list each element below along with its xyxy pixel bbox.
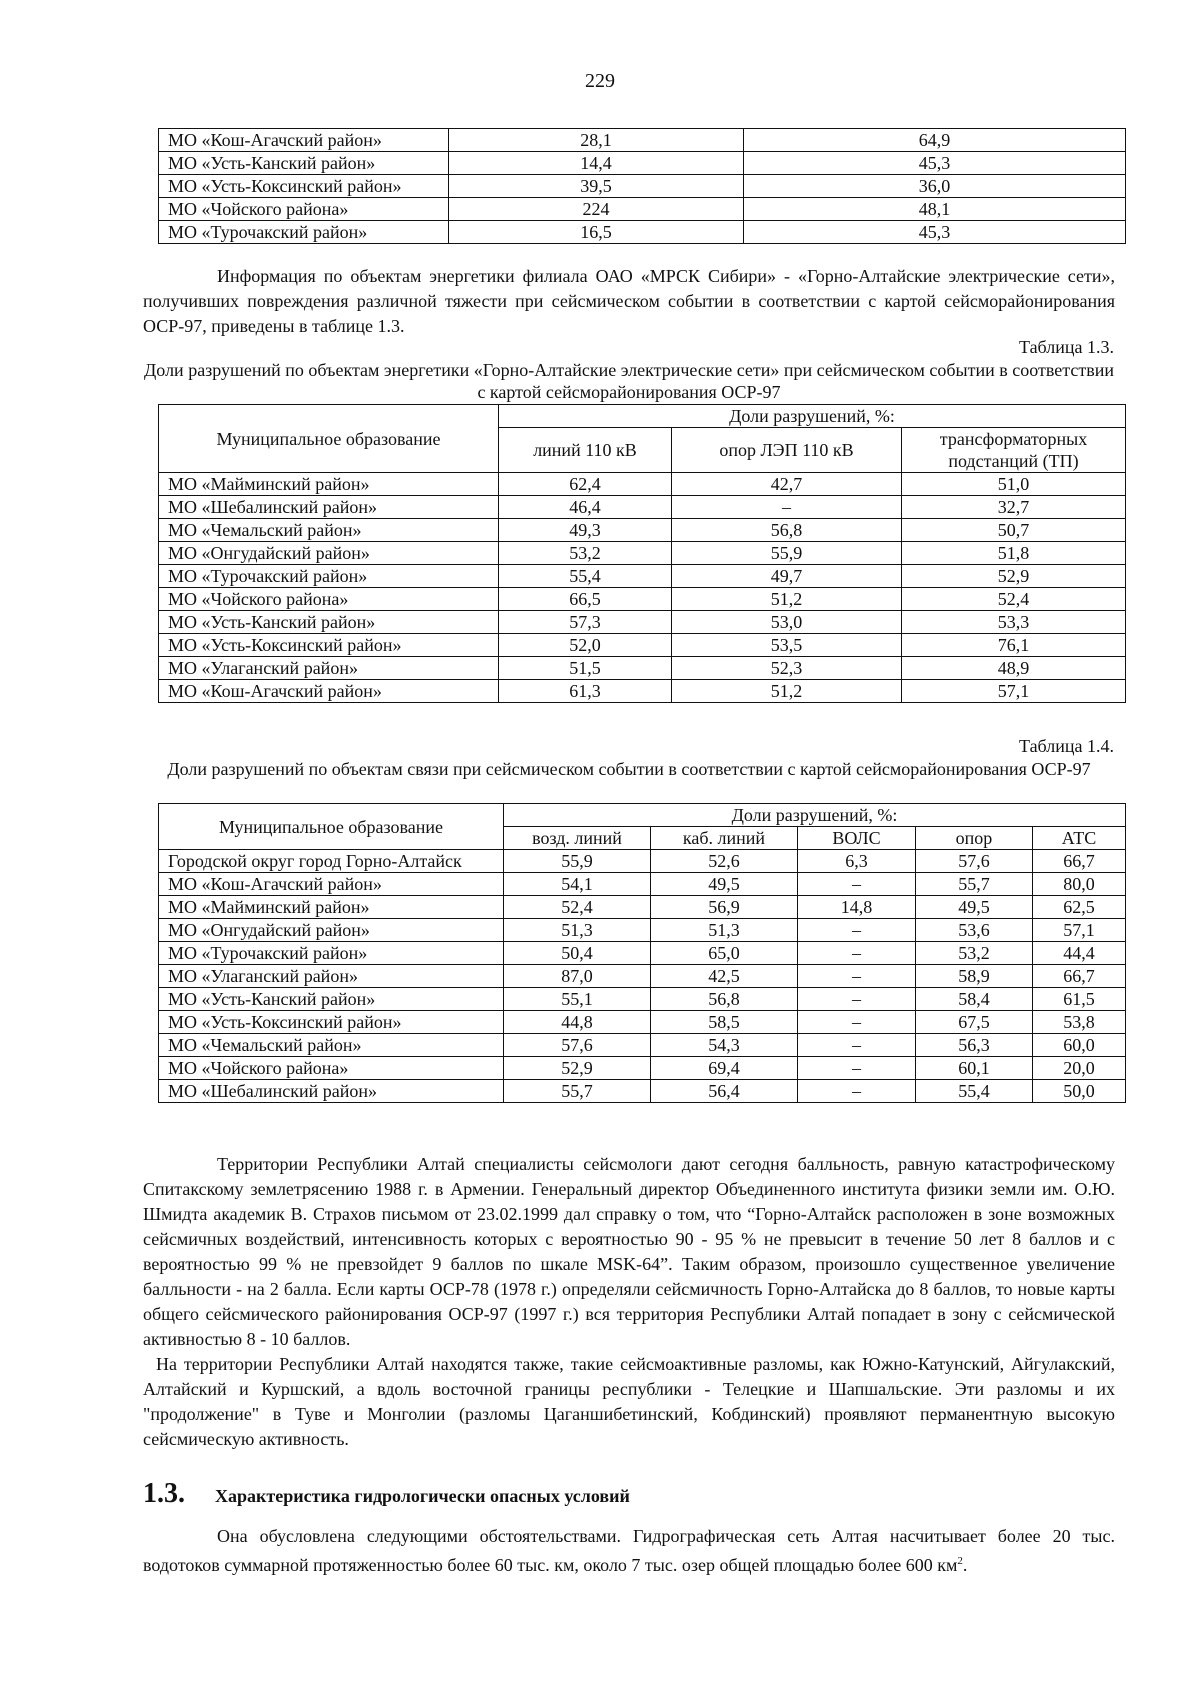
- value-cell: 42,7: [672, 473, 902, 496]
- value-cell: 14,8: [798, 896, 916, 919]
- value-cell: 45,3: [744, 152, 1126, 175]
- municipality-cell: МО «Усть-Коксинский район»: [159, 175, 449, 198]
- value-cell: 49,5: [916, 896, 1033, 919]
- value-cell: 62,5: [1033, 896, 1126, 919]
- value-cell: 49,5: [651, 873, 798, 896]
- value-cell: 52,6: [651, 850, 798, 873]
- table-continuation-row: [159, 221, 1126, 244]
- value-cell: 55,7: [504, 1080, 651, 1103]
- value-cell: 20,0: [1033, 1057, 1126, 1080]
- value-cell: 53,0: [672, 611, 902, 634]
- municipality-cell: МО «Улаганский район»: [159, 657, 499, 680]
- value-cell: 53,5: [672, 634, 902, 657]
- table-1-4-row: [159, 1080, 1126, 1103]
- municipality-cell: МО «Майминский район»: [159, 896, 504, 919]
- table-1-3-row: [159, 680, 1126, 703]
- value-cell: –: [798, 1011, 916, 1034]
- value-cell: –: [798, 988, 916, 1011]
- section-heading: [143, 1478, 630, 1510]
- value-cell: 58,5: [651, 1011, 798, 1034]
- table-1-4-header-poles: опор: [916, 827, 1033, 850]
- table-1-4-row: [159, 850, 1126, 873]
- page-number: 229: [585, 70, 615, 92]
- table-1-3: [158, 404, 1126, 703]
- value-cell: 53,2: [916, 942, 1033, 965]
- value-cell: 53,6: [916, 919, 1033, 942]
- table-1-4-row: [159, 1057, 1126, 1080]
- paragraph-hydrology-text: Она обусловлена следующими обстоятельствами. Гидрографическая сеть Алтая насчитывает более 20 тыс. водотоков суммарной протяженностью более 60 тыс. км, около 7 тыс. озер общей площадью более 600 км: [143, 1526, 1115, 1575]
- value-cell: 55,7: [916, 873, 1033, 896]
- table-1-3-header-poles: опор ЛЭП 110 кВ: [672, 428, 902, 473]
- value-cell: 80,0: [1033, 873, 1126, 896]
- value-cell: 45,3: [744, 221, 1126, 244]
- municipality-cell: МО «Кош-Агачский район»: [159, 680, 499, 703]
- table-1-4-row: [159, 942, 1126, 965]
- municipality-cell: МО «Усть-Канский район»: [159, 152, 449, 175]
- table-1-4-row: [159, 896, 1126, 919]
- paragraph-hydrology: [143, 1524, 1115, 1578]
- table-1-4-header-air-lines: возд. линий: [504, 827, 651, 850]
- value-cell: 57,3: [499, 611, 672, 634]
- value-cell: 52,3: [672, 657, 902, 680]
- value-cell: 61,5: [1033, 988, 1126, 1011]
- value-cell: 52,9: [902, 565, 1126, 588]
- municipality-cell: МО «Усть-Канский район»: [159, 988, 504, 1011]
- value-cell: 49,3: [499, 519, 672, 542]
- value-cell: 55,9: [504, 850, 651, 873]
- value-cell: –: [798, 965, 916, 988]
- municipality-cell: МО «Чойского района»: [159, 588, 499, 611]
- municipality-cell: МО «Кош-Агачский район»: [159, 873, 504, 896]
- value-cell: –: [798, 1057, 916, 1080]
- value-cell: 54,1: [504, 873, 651, 896]
- table-1-4-header-mo: Муниципальное образование: [159, 804, 504, 850]
- table-1-4-header-fiber: ВОЛС: [798, 827, 916, 850]
- value-cell: 36,0: [744, 175, 1126, 198]
- value-cell: –: [798, 1034, 916, 1057]
- table-1-4-row: [159, 919, 1126, 942]
- municipality-cell: МО «Чойского района»: [159, 1057, 504, 1080]
- value-cell: 52,4: [902, 588, 1126, 611]
- municipality-cell: МО «Онгудайский район»: [159, 919, 504, 942]
- value-cell: 52,0: [499, 634, 672, 657]
- table-1-4: [158, 803, 1126, 1103]
- table-1-3-body: [159, 473, 1126, 703]
- value-cell: 53,8: [1033, 1011, 1126, 1034]
- value-cell: 69,4: [651, 1057, 798, 1080]
- value-cell: 87,0: [504, 965, 651, 988]
- table-continuation-row: [159, 175, 1126, 198]
- value-cell: 51,0: [902, 473, 1126, 496]
- table-continuation-row: [159, 198, 1126, 221]
- table-1-3-row: [159, 634, 1126, 657]
- table-1-3-header-group: Доли разрушений, %:: [499, 405, 1126, 428]
- table-1-4-row: [159, 1034, 1126, 1057]
- value-cell: 48,9: [902, 657, 1126, 680]
- value-cell: 51,2: [672, 680, 902, 703]
- section-title: Характеристика гидрологически опасных условий: [215, 1486, 630, 1506]
- value-cell: 56,8: [672, 519, 902, 542]
- table-1-4-row: [159, 988, 1126, 1011]
- value-cell: 224: [449, 198, 744, 221]
- value-cell: 52,9: [504, 1057, 651, 1080]
- value-cell: 54,3: [651, 1034, 798, 1057]
- municipality-cell: МО «Турочакский район»: [159, 221, 449, 244]
- municipality-cell: МО «Усть-Коксинский район»: [159, 634, 499, 657]
- value-cell: 61,3: [499, 680, 672, 703]
- value-cell: –: [798, 942, 916, 965]
- value-cell: 42,5: [651, 965, 798, 988]
- municipality-cell: МО «Турочакский район»: [159, 565, 499, 588]
- value-cell: 50,0: [1033, 1080, 1126, 1103]
- value-cell: 52,4: [504, 896, 651, 919]
- table-1-3-label: Таблица 1.3.: [1019, 337, 1114, 357]
- value-cell: 55,1: [504, 988, 651, 1011]
- municipality-cell: МО «Турочакский район»: [159, 942, 504, 965]
- value-cell: 53,2: [499, 542, 672, 565]
- paragraph-hydrology-end: .: [962, 1555, 968, 1575]
- value-cell: 55,4: [499, 565, 672, 588]
- table-1-3-row: [159, 519, 1126, 542]
- municipality-cell: МО «Шебалинский район»: [159, 1080, 504, 1103]
- value-cell: –: [798, 1080, 916, 1103]
- municipality-cell: МО «Шебалинский район»: [159, 496, 499, 519]
- value-cell: 50,7: [902, 519, 1126, 542]
- value-cell: 46,4: [499, 496, 672, 519]
- table-1-4-header-exchange: АТС: [1033, 827, 1126, 850]
- table-1-4-header-group: Доли разрушений, %:: [504, 804, 1126, 827]
- value-cell: 56,9: [651, 896, 798, 919]
- table-1-3-row: [159, 496, 1126, 519]
- municipality-cell: МО «Онгудайский район»: [159, 542, 499, 565]
- value-cell: 66,7: [1033, 965, 1126, 988]
- municipality-cell: Городской округ город Горно-Алтайск: [159, 850, 504, 873]
- municipality-cell: МО «Чемальский район»: [159, 519, 499, 542]
- value-cell: 57,1: [1033, 919, 1126, 942]
- value-cell: –: [798, 873, 916, 896]
- value-cell: 51,5: [499, 657, 672, 680]
- value-cell: 55,4: [916, 1080, 1033, 1103]
- table-1-4-row: [159, 873, 1126, 896]
- value-cell: 51,2: [672, 588, 902, 611]
- municipality-cell: МО «Майминский район»: [159, 473, 499, 496]
- value-cell: 66,7: [1033, 850, 1126, 873]
- value-cell: 58,4: [916, 988, 1033, 1011]
- value-cell: 51,8: [902, 542, 1126, 565]
- value-cell: 44,4: [1033, 942, 1126, 965]
- value-cell: –: [798, 919, 916, 942]
- value-cell: 57,6: [504, 1034, 651, 1057]
- table-1-3-row: [159, 473, 1126, 496]
- value-cell: 56,8: [651, 988, 798, 1011]
- table-1-3-header-substations: трансформаторных подстанций (ТП): [902, 428, 1126, 473]
- value-cell: 65,0: [651, 942, 798, 965]
- table-1-3-header-mo: Муниципальное образование: [159, 405, 499, 473]
- table-1-3-row: [159, 611, 1126, 634]
- municipality-cell: МО «Чойского района»: [159, 198, 449, 221]
- value-cell: 14,4: [449, 152, 744, 175]
- value-cell: 58,9: [916, 965, 1033, 988]
- value-cell: 32,7: [902, 496, 1126, 519]
- municipality-cell: МО «Усть-Канский район»: [159, 611, 499, 634]
- table-1-3-row: [159, 588, 1126, 611]
- value-cell: 51,3: [651, 919, 798, 942]
- value-cell: 44,8: [504, 1011, 651, 1034]
- table-1-3-row: [159, 565, 1126, 588]
- value-cell: 66,5: [499, 588, 672, 611]
- value-cell: 28,1: [449, 129, 744, 152]
- value-cell: 50,4: [504, 942, 651, 965]
- paragraph-faults: На территории Республики Алтай находятся также, такие сейсмоактивные разломы, как Южно-Катунский, Айгулакский, Алтайский и Куршский, а вдоль восточной границы республики - Телецкие и Шапшальские. Эти разломы и их "продолжение" в Туве и Монголии (разломы Цаганшибетинский, Кобдинский) проявляют перманентную высокую сейсмическую активность.: [143, 1354, 1115, 1449]
- value-cell: 53,3: [902, 611, 1126, 634]
- table-1-3-caption: Доли разрушений по объектам энергетики «Горно-Алтайские электрические сети» при сейсмическом событии в соответствии с картой сейсморайонирования ОСР-97: [144, 360, 1114, 402]
- table-1-4-body: [159, 850, 1126, 1103]
- value-cell: 55,9: [672, 542, 902, 565]
- municipality-cell: МО «Усть-Коксинский район»: [159, 1011, 504, 1034]
- table-1-4-header-cable-lines: каб. линий: [651, 827, 798, 850]
- value-cell: –: [672, 496, 902, 519]
- municipality-cell: МО «Улаганский район»: [159, 965, 504, 988]
- table-1-3-header-lines: линий 110 кВ: [499, 428, 672, 473]
- paragraph-seismicity: Территории Республики Алтай специалисты сейсмологи дают сегодня балльность, равную катастрофическому Спитакскому землетрясению 1988 г. в Армении. Генеральный директор Объединенного института физики земли им. О.Ю. Шмидта академик В. Страхов письмом от 23.02.1999 дал справку о том, что “Горно-Алтайск расположен в зоне возможных сейсмичных воздействий, интенсивность которых с вероятностью 90 - 95 % не превысит в течение 50 лет 8 баллов и с вероятностью 99 % не превзойдет 9 баллов по шкале MSK-64”. Таким образом, произошло существенное увеличение балльности - на 2 балла. Если карты ОСР-78 (1978 г.) определяли сейсмичность Горно-Алтайска до 8 баллов, то новые карты общего сейсмического районирования ОСР-97 (1997 г.) вся территория Республики Алтай попадает в зону с сейсмической активностью 8 - 10 баллов.: [143, 1154, 1115, 1349]
- table-1-3-row: [159, 657, 1126, 680]
- value-cell: 60,0: [1033, 1034, 1126, 1057]
- value-cell: 76,1: [902, 634, 1126, 657]
- municipality-cell: МО «Чемальский район»: [159, 1034, 504, 1057]
- value-cell: 62,4: [499, 473, 672, 496]
- table-continuation-row: [159, 129, 1126, 152]
- table-1-4-row: [159, 965, 1126, 988]
- table-1-4-caption: Доли разрушений по объектам связи при сейсмическом событии в соответствии с картой сейсморайонирования ОСР-97: [167, 759, 1091, 779]
- municipality-cell: МО «Кош-Агачский район»: [159, 129, 449, 152]
- table-1-3-row: [159, 542, 1126, 565]
- value-cell: 48,1: [744, 198, 1126, 221]
- table-1-4-label: Таблица 1.4.: [1019, 736, 1114, 756]
- value-cell: 56,4: [651, 1080, 798, 1103]
- value-cell: 67,5: [916, 1011, 1033, 1034]
- value-cell: 16,5: [449, 221, 744, 244]
- value-cell: 64,9: [744, 129, 1126, 152]
- value-cell: 56,3: [916, 1034, 1033, 1057]
- section-number: 1.3.: [143, 1478, 185, 1509]
- table-continuation-row: [159, 152, 1126, 175]
- value-cell: 57,6: [916, 850, 1033, 873]
- paragraph-energy-intro: Информация по объектам энергетики филиала ОАО «МРСК Сибири» - «Горно-Алтайские электрические сети», получивших повреждения различной тяжести при сейсмическом событии в соответствии с картой сейсморайонирования ОСР-97, приведены в таблице 1.3.: [143, 266, 1115, 336]
- table-1-4-row: [159, 1011, 1126, 1034]
- value-cell: 60,1: [916, 1057, 1033, 1080]
- value-cell: 39,5: [449, 175, 744, 198]
- value-cell: 6,3: [798, 850, 916, 873]
- table-continuation: [158, 128, 1126, 244]
- superscript-square: 2: [957, 1555, 963, 1567]
- value-cell: 49,7: [672, 565, 902, 588]
- table-continuation-body: [159, 129, 1126, 244]
- value-cell: 51,3: [504, 919, 651, 942]
- value-cell: 57,1: [902, 680, 1126, 703]
